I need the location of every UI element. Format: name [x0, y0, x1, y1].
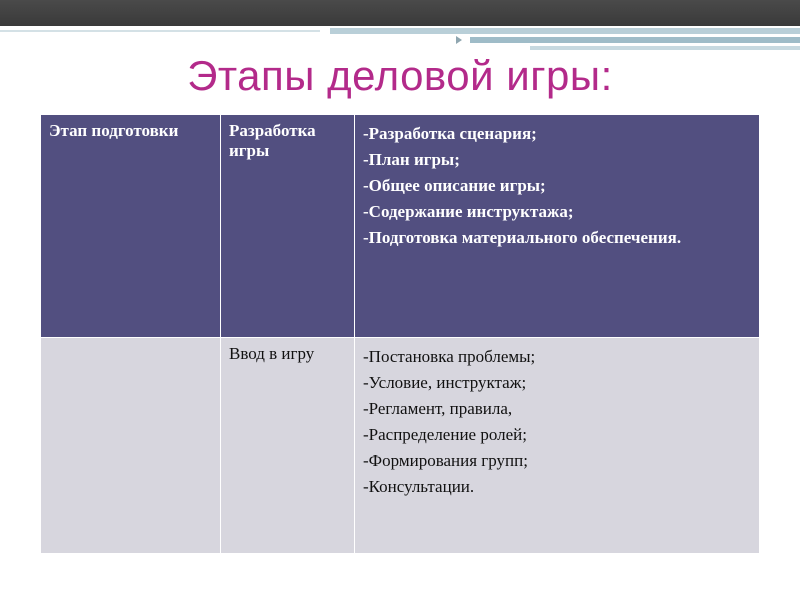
items-cell	[355, 115, 760, 338]
list-item: -Формирования групп;	[363, 451, 528, 470]
stage-cell: Этап подготовки	[41, 115, 221, 338]
stage-cell	[41, 338, 221, 554]
top-band	[0, 0, 800, 26]
substage-cell: Ввод в игру	[221, 338, 355, 554]
list-item: -Консультации.	[363, 477, 475, 496]
substage-cell: Разработка игры	[221, 115, 355, 338]
items-list	[363, 121, 751, 251]
table-row	[41, 115, 760, 338]
list-item: -Подготовка материального обеспечения.	[363, 228, 682, 247]
decorative-line	[470, 37, 800, 43]
list-item: -Содержание инструктажа;	[363, 202, 574, 221]
items-cell	[355, 338, 760, 554]
list-item: -Разработка сценария;	[363, 124, 537, 143]
list-item: -Регламент, правила,	[363, 399, 513, 418]
decorative-triangle-icon	[456, 36, 462, 44]
table-row	[41, 338, 760, 554]
list-item: -Общее описание игры;	[363, 176, 546, 195]
list-item: -Условие, инструктаж;	[363, 373, 527, 392]
decorative-line	[0, 30, 320, 32]
list-item: -Распределение ролей;	[363, 425, 527, 444]
decorative-line	[530, 46, 800, 50]
decorative-line	[330, 28, 800, 34]
stages-table	[40, 114, 760, 554]
slide-title: Этапы деловой игры:	[187, 52, 613, 99]
items-list	[363, 344, 751, 500]
list-item: -План игры;	[363, 150, 460, 169]
list-item: -Постановка проблемы;	[363, 347, 536, 366]
